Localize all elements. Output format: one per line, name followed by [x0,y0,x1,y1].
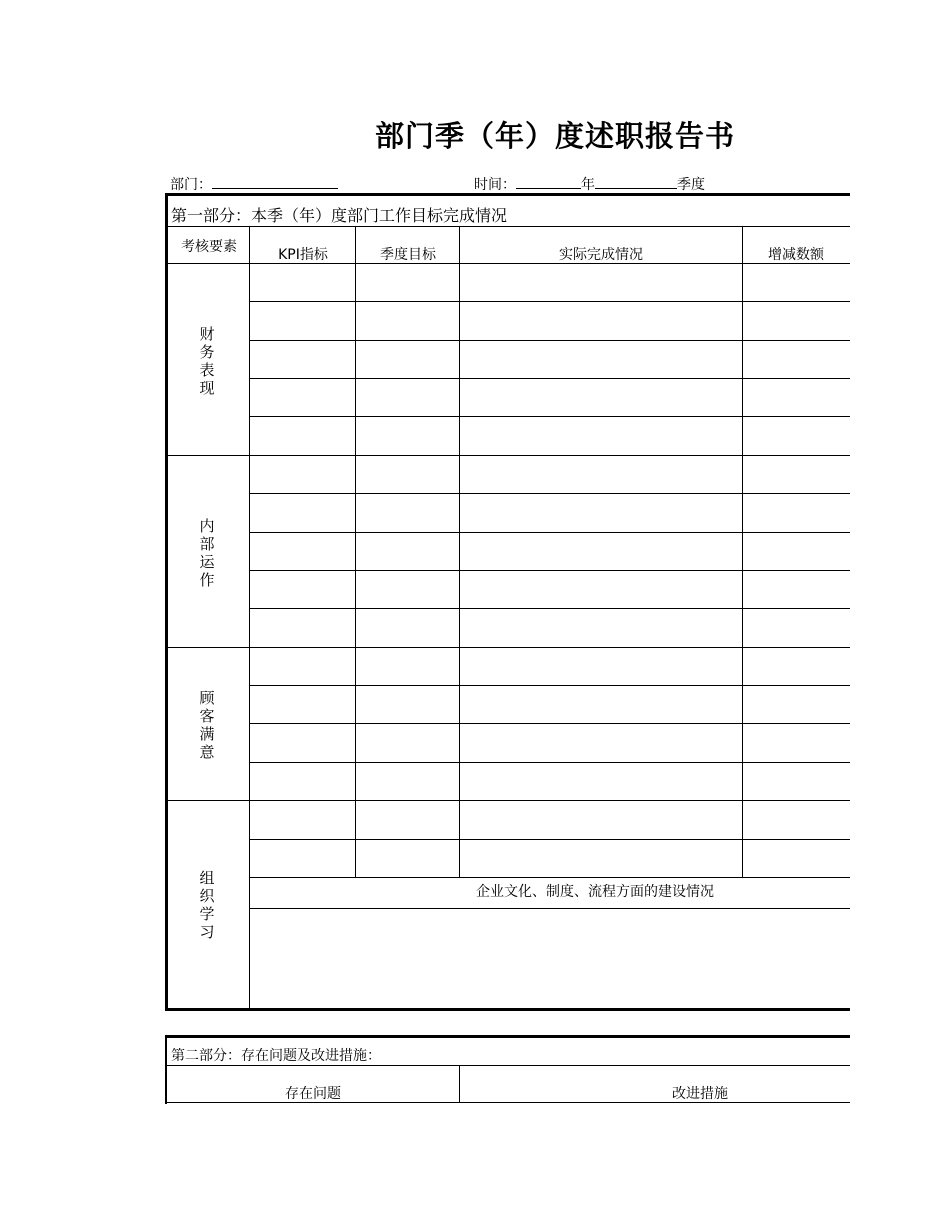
group-label-learning: 组 织 学 习 [199,869,215,941]
row-line [249,340,850,341]
group-label-finance: 财 务 表 现 [199,325,215,397]
culture-label: 企业文化、制度、流程方面的建设情况 [476,884,714,900]
year-label: 年 [581,177,595,193]
group-separator-2 [165,647,850,648]
time-label: 时间： [474,177,516,193]
heading-divider [165,226,850,227]
row-line [249,839,850,840]
part2-heading-divider [165,1065,850,1066]
page-title: 部门季（年）度述职报告书 [374,119,735,153]
quarter-blank[interactable] [595,174,677,189]
col-divider-4 [742,226,743,878]
row-line [249,532,850,533]
table-bottom-border [165,1008,850,1011]
row-line [249,570,850,571]
row-line [249,723,850,724]
row-line [249,877,850,878]
group-label-internal: 内 部 运 作 [199,517,215,589]
header-divider [165,263,850,264]
table-left-border [165,193,168,1011]
culture-input-area[interactable] [250,909,850,1008]
row-line [249,378,850,379]
group-separator-1 [165,455,850,456]
group-label-customer: 顾 客 满 意 [199,689,215,761]
col-header-category: 考核要素 [181,239,237,255]
col-divider-2 [355,226,356,878]
table-top-border [165,193,850,196]
col-header-actual: 实际完成情况 [559,247,643,263]
part2-top-border [165,1035,850,1038]
quarter-label: 季度 [677,177,705,193]
department-field[interactable] [170,174,338,194]
group-separator-3 [165,800,850,801]
part1-heading: 第一部分：本季（年）度部门工作目标完成情况 [171,206,508,225]
part2-heading: 第二部分：存在问题及改进措施： [171,1048,381,1064]
col-header-measures: 改进措施 [672,1086,728,1102]
part2-bottom-border [165,1102,850,1103]
col-header-kpi: KPI指标 [278,247,328,263]
department-label: 部门： [170,177,212,193]
col-divider-3 [459,226,460,878]
time-field[interactable] [474,174,705,194]
col-header-problems: 存在问题 [285,1086,341,1102]
col-header-change: 增减数额 [768,247,824,263]
col-header-target: 季度目标 [380,247,436,263]
row-line [249,685,850,686]
row-line [249,608,850,609]
row-line [249,416,850,417]
year-blank[interactable] [516,174,581,189]
row-line [249,762,850,763]
row-line [249,301,850,302]
row-line [249,493,850,494]
department-blank[interactable] [212,174,338,189]
